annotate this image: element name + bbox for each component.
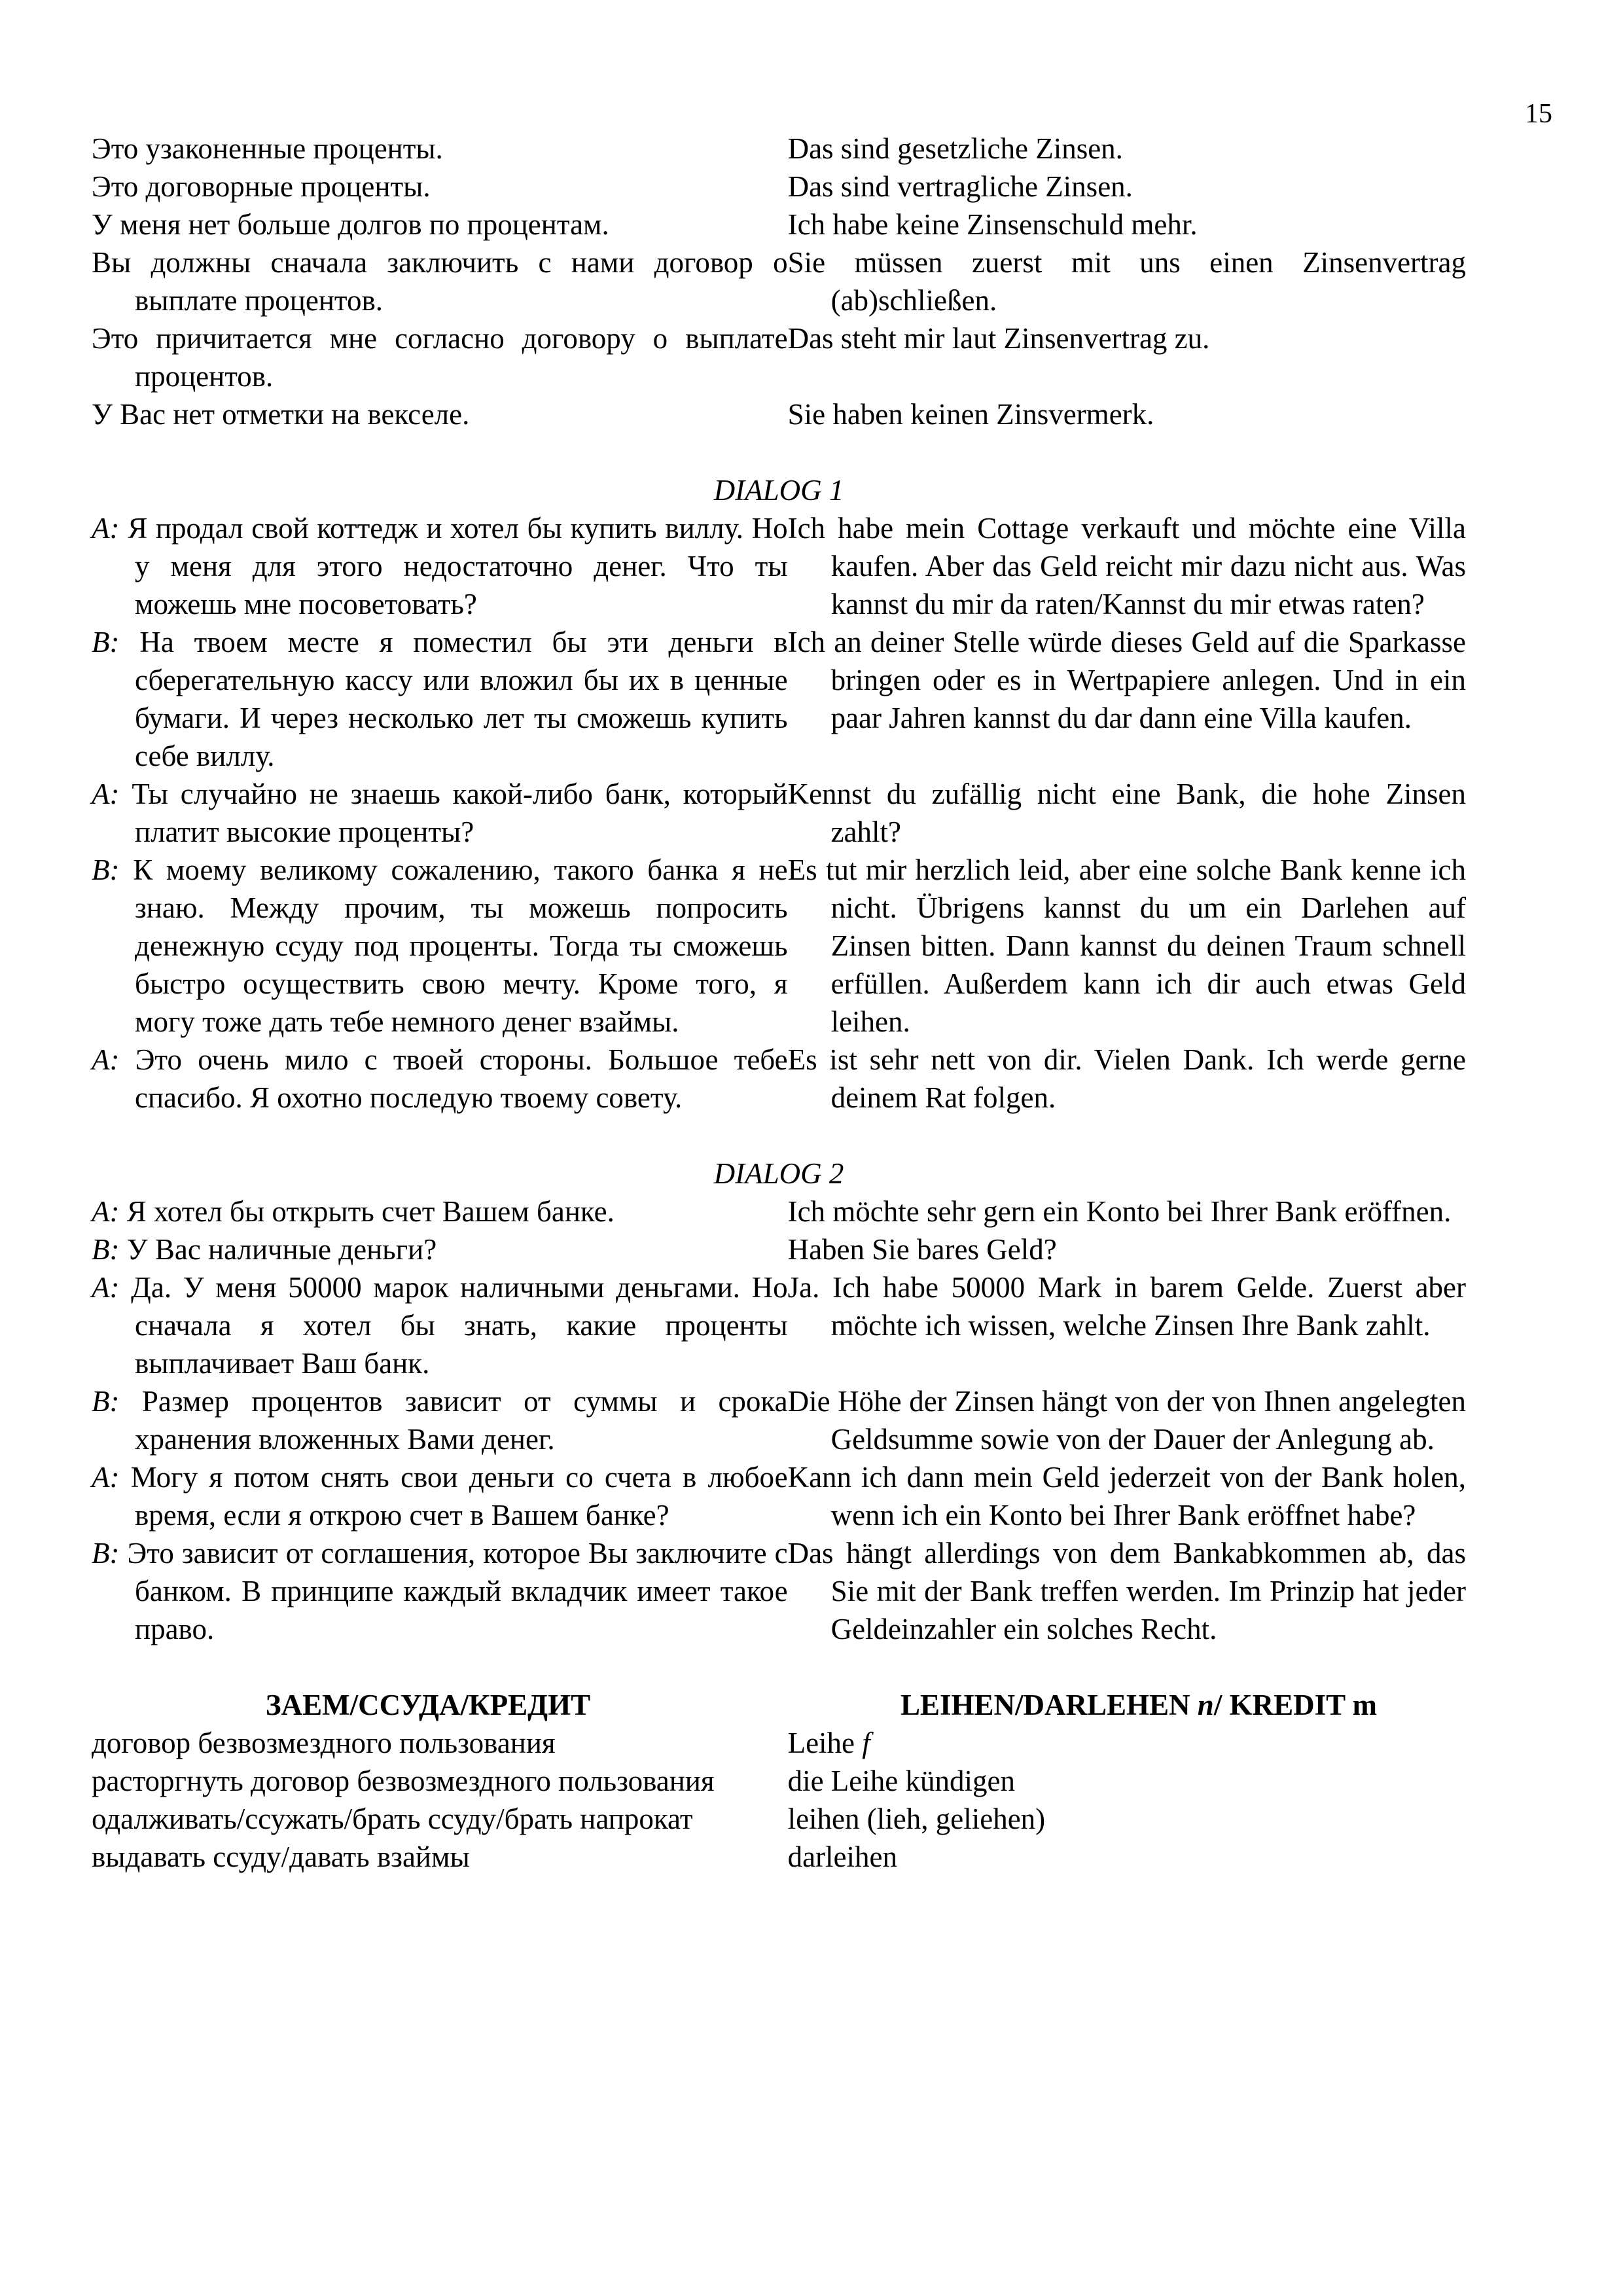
dialog-line bbox=[92, 1534, 1466, 1648]
dialog-line-de: Die Höhe der Zinsen hängt von der von Ihnen angelegten Geldsumme sowie von der Dauer der Anlegung ab. bbox=[787, 1385, 1466, 1456]
line-text: Это очень мило с твоей стороны. Большое тебе спасибо. Я охотно последую твоему совету. bbox=[135, 1043, 788, 1114]
term-de-text: Leihe bbox=[787, 1727, 863, 1759]
dialog-line-ru bbox=[92, 851, 788, 1041]
dialog-line-ru bbox=[92, 1193, 788, 1230]
dialog-line bbox=[92, 1041, 1466, 1117]
term-ru: выдавать ссуду/давать взаймы bbox=[92, 1840, 470, 1873]
term-ru: расторгнуть договор безвозмездного пользования bbox=[92, 1765, 715, 1797]
dialog-line bbox=[92, 623, 1466, 775]
section-heading-ru: ЗАЕМ/ССУДА/КРЕДИТ bbox=[265, 1689, 591, 1721]
phrase-row bbox=[92, 206, 1466, 243]
term-row bbox=[92, 1762, 1466, 1800]
dialog-2-title: DIALOG 2 bbox=[713, 1157, 844, 1190]
term-ru: договор безвозмездного пользования bbox=[92, 1727, 556, 1759]
term-ru: одалживать/ссужать/брать ссуду/брать напрокат bbox=[92, 1803, 693, 1835]
line-text: Ты случайно не знаешь какой-либо банк, который платит высокие проценты? bbox=[132, 778, 788, 848]
phrase-ru: Вы должны сначала заключить с нами договор о выплате процентов. bbox=[92, 246, 788, 317]
phrase-row bbox=[92, 130, 1466, 168]
dialog-line bbox=[92, 1268, 1466, 1382]
phrase-row bbox=[92, 395, 1466, 433]
line-text: Я продал свой коттедж и хотел бы купить виллу. Но у меня для этого недостаточно денег. Что ты можешь мне посоветовать? bbox=[128, 512, 788, 620]
term-row bbox=[92, 1838, 1466, 1876]
term-de bbox=[788, 1724, 1466, 1762]
phrase-row bbox=[92, 243, 1466, 319]
phrase-de: Sie haben keinen Zinsvermerk. bbox=[787, 398, 1154, 431]
dialog-line bbox=[92, 1193, 1466, 1230]
dialog-line-ru bbox=[92, 509, 788, 623]
dialog-line-ru bbox=[92, 1041, 788, 1117]
term-de: leihen (lieh, geliehen) bbox=[787, 1803, 1046, 1835]
term-row bbox=[92, 1800, 1466, 1838]
line-text: У Вас наличные деньги? bbox=[126, 1233, 437, 1266]
speaker-label: A: bbox=[92, 1043, 120, 1076]
speaker-label: B: bbox=[92, 1385, 120, 1418]
dialog-line-de: Es ist sehr nett von dir. Vielen Dank. Ich werde gerne deinem Rat folgen. bbox=[787, 1043, 1466, 1114]
phrase-row bbox=[92, 168, 1466, 206]
phrase-de: Sie müssen zuerst mit uns einen Zinsenvertrag (ab)schließen. bbox=[787, 246, 1466, 317]
speaker-label: B: bbox=[92, 626, 120, 658]
term-row bbox=[92, 1724, 1466, 1762]
line-text: На твоем месте я поместил бы эти деньги в сберегательную кассу или вложил бы их в ценные бумаги. И через несколько лет ты сможешь купить себе виллу. bbox=[135, 626, 788, 772]
dialog-line-de: Kennst du zufällig nicht eine Bank, die hohe Zinsen zahlt? bbox=[787, 778, 1466, 848]
speaker-label: A: bbox=[92, 1271, 120, 1304]
line-text: Это зависит от соглашения, которое Вы заключите с банком. В принципе каждый вкладчик имеет такое право. bbox=[127, 1537, 788, 1645]
phrase-ru: Это узаконенные проценты. bbox=[92, 132, 443, 165]
phrase-row bbox=[92, 319, 1466, 395]
phrase-ru: У Вас нет отметки на векселе. bbox=[92, 398, 470, 431]
speaker-label: B: bbox=[92, 853, 120, 886]
speaker-label: B: bbox=[92, 1537, 120, 1570]
heading-de-gender: n bbox=[1197, 1689, 1214, 1721]
dialog-line-de: Kann ich dann mein Geld jederzeit von der Bank holen, wenn ich ein Konto bei Ihrer Bank eröffnet habe? bbox=[787, 1461, 1466, 1532]
dialog-line-de: Ich an deiner Stelle würde dieses Geld auf die Sparkasse bringen oder es in Wertpapiere anlegen. Und in ein paar Jahren kannst du dar dann eine Villa kaufen. bbox=[787, 626, 1466, 734]
term-de: die Leihe kündigen bbox=[787, 1765, 1015, 1797]
speaker-label: A: bbox=[92, 1195, 120, 1228]
speaker-label: A: bbox=[92, 1461, 120, 1494]
section-heading-de bbox=[812, 1686, 1466, 1724]
line-text: Да. У меня 50000 марок наличными деньгами. Но сначала я хотел бы знать, какие проценты выплачивает Ваш банк. bbox=[131, 1271, 788, 1380]
page-number: 15 bbox=[1525, 99, 1552, 129]
dialog-line-de: Das hängt allerdings von dem Bankabkommen ab, das Sie mit der Bank treffen werden. Im Prinzip hat jeder Geldeinzahler ein solches Recht. bbox=[787, 1537, 1466, 1645]
heading-de-part: LEIHEN/DARLEHEN bbox=[900, 1689, 1198, 1721]
speaker-label: B: bbox=[92, 1233, 120, 1266]
dialog-line-ru bbox=[92, 623, 788, 775]
dialog-line bbox=[92, 1382, 1466, 1458]
phrase-de: Ich habe keine Zinsenschuld mehr. bbox=[787, 208, 1198, 241]
line-text: Могу я потом снять свои деньги со счета в любое время, если я открою счет в Вашем банке? bbox=[130, 1461, 788, 1532]
phrase-de: Das sind vertragliche Zinsen. bbox=[787, 170, 1133, 203]
dialog-line bbox=[92, 775, 1466, 851]
dialog-line-ru bbox=[92, 1382, 788, 1458]
speaker-label: A: bbox=[92, 512, 120, 545]
dialog-line bbox=[92, 1458, 1466, 1534]
dialog-line bbox=[92, 509, 1466, 623]
dialog-line-de: Ich möchte sehr gern ein Konto bei Ihrer Bank eröffnen. bbox=[787, 1195, 1452, 1228]
speaker-label: A: bbox=[92, 778, 120, 810]
dialog-line-ru bbox=[92, 1230, 788, 1268]
dialog-line-ru bbox=[92, 1268, 788, 1382]
dialog-line-de: Ja. Ich habe 50000 Mark in barem Gelde. Zuerst aber möchte ich wissen, welche Zinsen Ihre Bank zahlt. bbox=[787, 1271, 1466, 1342]
phrase-ru: Это договорные проценты. bbox=[92, 170, 431, 203]
line-text: Размер процентов зависит от суммы и срока хранения вложенных Вами денег. bbox=[135, 1385, 788, 1456]
page-content bbox=[92, 130, 1466, 1876]
dialog-line-de: Es tut mir herzlich leid, aber eine solche Bank kenne ich nicht. Übrigens kannst du um ein Darlehen auf Zinsen bitten. Dann kannst du deinen Traum schnell erfüllen. Außerdem kann ich dir auch etwas Geld leihen. bbox=[787, 853, 1466, 1038]
dialog-1-title: DIALOG 1 bbox=[713, 474, 844, 507]
dialog-line-ru bbox=[92, 1458, 788, 1534]
dialog-line-de: Ich habe mein Cottage verkauft und möchte eine Villa kaufen. Aber das Geld reicht mir dazu nicht aus. Was kannst du mir da raten/Kannst du mir etwas raten? bbox=[787, 512, 1466, 620]
phrase-de: Das steht mir laut Zinsenvertrag zu. bbox=[787, 322, 1210, 355]
dialog-line bbox=[92, 1230, 1466, 1268]
dialog-line-ru bbox=[92, 775, 788, 851]
section-heading-row bbox=[92, 1686, 1466, 1724]
phrase-ru: У меня нет больше долгов по процентам. bbox=[92, 208, 609, 241]
line-text: Я хотел бы открыть счет Вашем банке. bbox=[126, 1195, 615, 1228]
phrase-de: Das sind gesetzliche Zinsen. bbox=[787, 132, 1123, 165]
heading-de-part: / KREDIT m bbox=[1213, 1689, 1378, 1721]
term-de-gender: f bbox=[862, 1727, 870, 1759]
line-text: К моему великому сожалению, такого банка я не знаю. Между прочим, ты можешь попросить денежную ссуду под проценты. Тогда ты сможешь быстро осуществить свою мечту. Кроме того, я могу тоже дать тебе немного денег взаймы. bbox=[133, 853, 788, 1038]
dialog-line bbox=[92, 851, 1466, 1041]
phrase-ru: Это причитается мне согласно договору о выплате процентов. bbox=[92, 322, 788, 393]
term-de: darleihen bbox=[787, 1840, 897, 1873]
dialog-line-de: Haben Sie bares Geld? bbox=[787, 1233, 1057, 1266]
dialog-line-ru bbox=[92, 1534, 788, 1648]
